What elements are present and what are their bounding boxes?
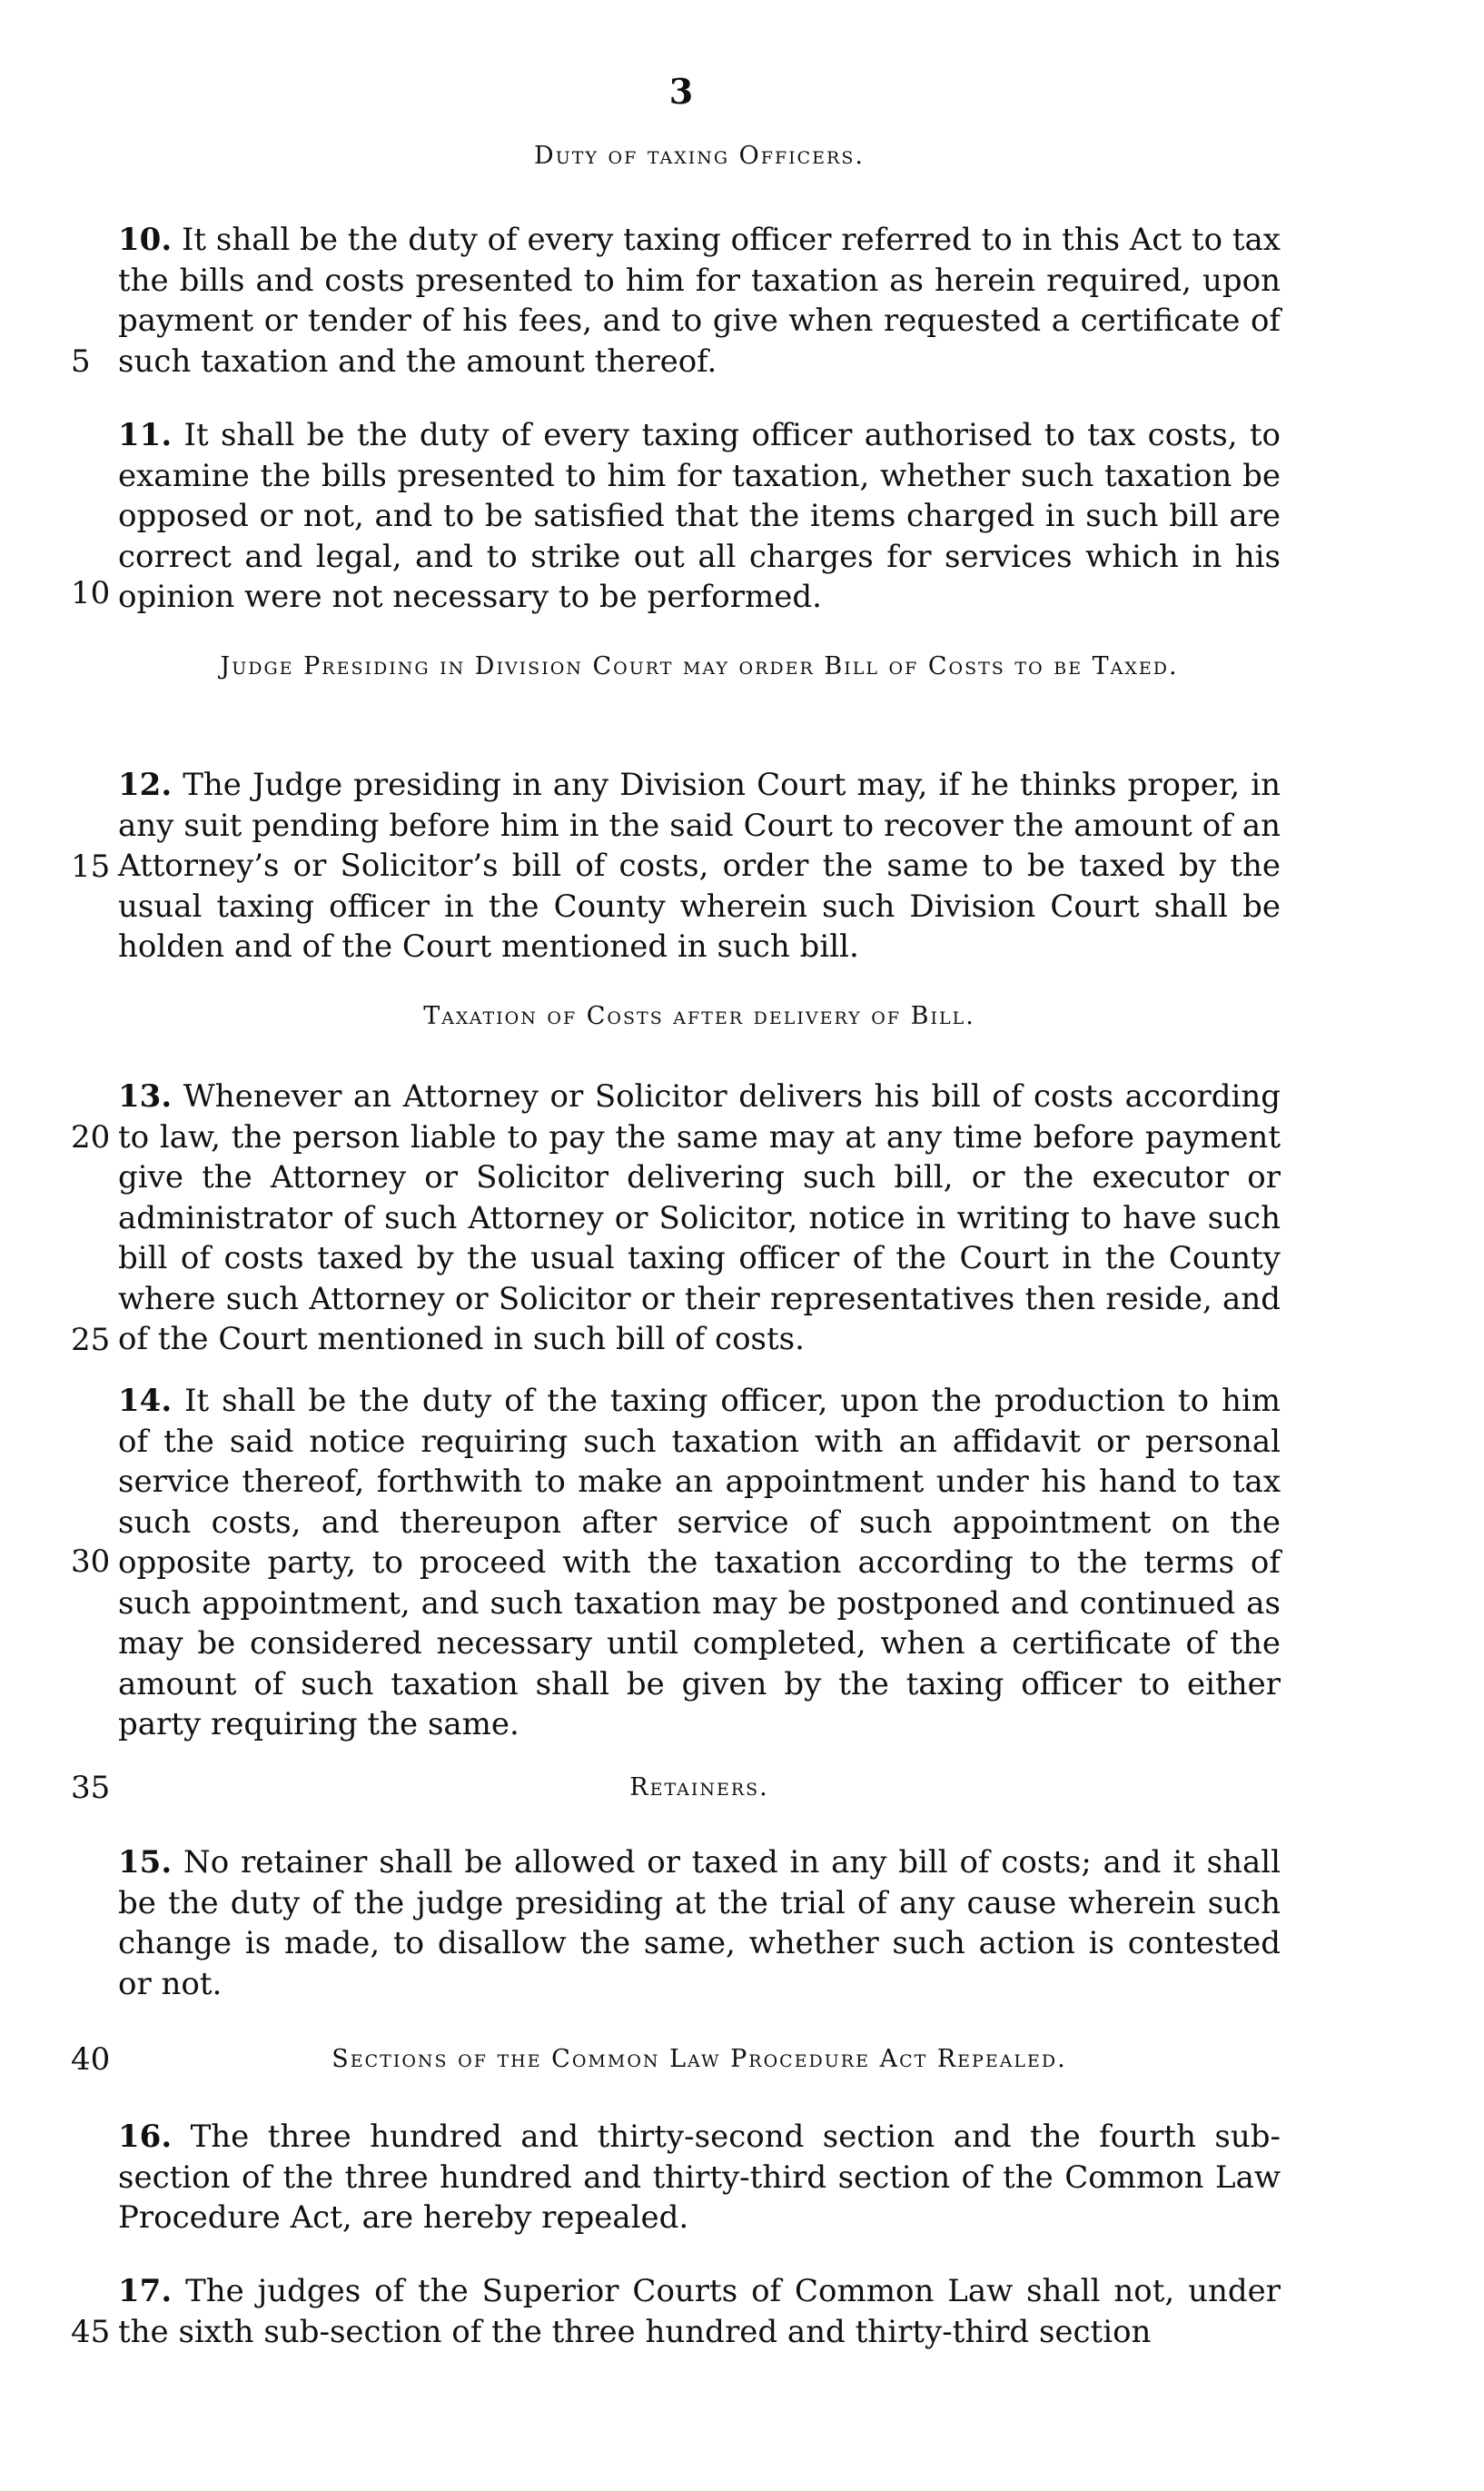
section-number: 15. — [118, 1844, 173, 1881]
section-12 — [118, 765, 1281, 968]
heading-retainers: Retainers. — [629, 1773, 769, 1801]
section-number: 12. — [118, 767, 173, 803]
section-17 — [118, 2271, 1281, 2352]
heading-duty-of-taxing-officers: Duty of taxing Officers. — [534, 142, 865, 170]
line-number: 5 — [71, 343, 91, 380]
section-number: 10. — [118, 222, 173, 258]
section-16 — [118, 2117, 1281, 2238]
section-number: 11. — [118, 417, 173, 453]
heading-judge-presiding: Judge Presiding in Division Court may order Bill of Costs to be Taxed. — [220, 652, 1179, 680]
section-text: The judges of the Superior Courts of Common Law shall not, under the sixth sub-section of the three hundred and thirty-third section — [118, 2273, 1281, 2350]
line-number: 25 — [71, 1322, 111, 1358]
line-number: 10 — [71, 575, 111, 611]
section-14 — [118, 1381, 1281, 1745]
section-number: 16. — [118, 2119, 173, 2155]
section-text: The three hundred and thirty-second section and the fourth sub-section of the three hundred and thirty-third section of the Common Law Procedure Act, are hereby repealed. — [118, 2119, 1281, 2236]
section-number: 13. — [118, 1078, 173, 1115]
line-number: 35 — [71, 1770, 111, 1806]
line-number: 40 — [71, 2041, 111, 2078]
section-number: 17. — [118, 2273, 173, 2309]
line-number: 15 — [71, 849, 111, 885]
section-text: Whenever an Attorney or Solicitor delivers his bill of costs according to law, the person liable to pay the same may at any time before payment give the Attorney or Solicitor delivering such bill, or the executor or administrator of such Attorney or Solicitor, notice in writing to have such bill of costs taxed by the usual taxing officer of the Court in the County where such Attorney or Solicitor or their representatives then reside, and of the Court mentioned in such bill of costs. — [118, 1078, 1281, 1357]
section-text: It shall be the duty of the taxing officer, upon the production to him of the said notice requiring such taxation with an affidavit or personal service thereof, forthwith to make an appointment under his hand to tax such costs, and thereupon after service of such appointment on the opposite party, to proceed with the taxation according to the terms of such appointment, and such taxation may be postponed and continued as may be considered necessary until completed, when a certificate of the amount of such taxation shall be given by the taxing officer to either party requiring the same. — [118, 1383, 1281, 1742]
heading-sections-repealed: Sections of the Common Law Procedure Act Repealed. — [331, 2045, 1067, 2073]
section-11 — [118, 415, 1281, 618]
section-text: The Judge presiding in any Division Court may, if he thinks proper, in any suit pending before him in the said Court to recover the amount of an Attorney’s or Solicitor’s bill of costs, order the same to be taxed by the usual taxing officer in the County wherein such Division Court shall be holden and of the Court mentioned in such bill. — [118, 767, 1281, 965]
page-number: 3 — [668, 71, 694, 112]
line-number: 20 — [71, 1119, 111, 1156]
section-text: It shall be the duty of every taxing officer referred to in this Act to tax the bills and costs presented to him for taxation as herein required, upon payment or tender of his fees, and to give when requested a certificate of such taxation and the amount thereof. — [118, 222, 1281, 380]
section-text: No retainer shall be allowed or taxed in any bill of costs; and it shall be the duty of the judge presiding at the trial of any cause wherein such change is made, to disallow the same, whether such action is contested or not. — [118, 1844, 1281, 2002]
section-13 — [118, 1077, 1281, 1360]
section-15 — [118, 1842, 1281, 2004]
line-number: 30 — [71, 1543, 111, 1580]
heading-taxation-after-delivery: Taxation of Costs after delivery of Bill. — [423, 1002, 975, 1030]
section-number: 14. — [118, 1383, 173, 1419]
line-number: 45 — [71, 2314, 111, 2350]
section-text: It shall be the duty of every taxing officer authorised to tax costs, to examine the bills presented to him for taxation, whether such taxation be opposed or not, and to be satisfied that the items charged in such bill are correct and legal, and to strike out all charges for services which in his opinion were not necessary to be performed. — [118, 417, 1281, 615]
section-10 — [118, 220, 1281, 382]
